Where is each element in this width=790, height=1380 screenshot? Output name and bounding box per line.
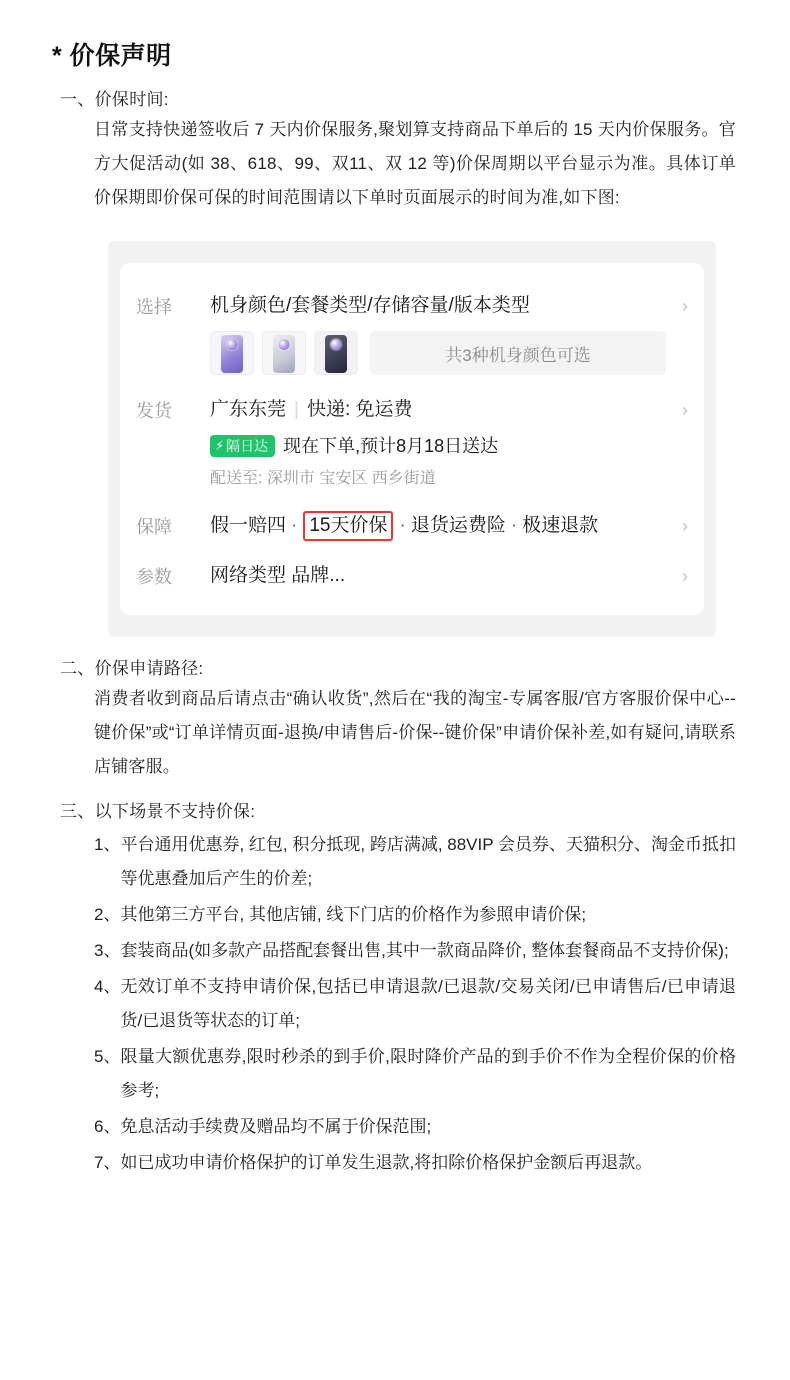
section-1-body: 日常支持快递签收后 7 天内价保服务,聚划算支持商品下单后的 15 天内价保服务。官方大促活动(如 38、618、99、双11、双 12 等)价保周期以平台显示为准。具体订单价保期即价保可保的时间范围请以下单时页面展示的时间为准,如下图: <box>94 120 736 208</box>
list-item-text: 套装商品(如多款产品搭配套餐出售,其中一款商品降价, 整体套餐商品不支持价保); <box>120 940 729 960</box>
color-swatch-white[interactable] <box>262 331 306 375</box>
next-day-delivery-badge <box>210 435 275 457</box>
select-row-value: 机身颜色/套餐类型/存储容量/版本类型 <box>210 295 530 317</box>
list-item-number: 7、 <box>94 1152 121 1172</box>
guarantee-dot: · <box>291 515 298 537</box>
shipping-origin: 广东东莞 <box>210 399 287 421</box>
section-application-path <box>38 655 752 784</box>
card-row-parameters[interactable] <box>136 551 688 601</box>
color-swatch-row <box>210 331 666 375</box>
parameters-row-content <box>210 561 666 591</box>
delivery-eta-text: 现在下单,预计8月18日送达 <box>283 436 499 457</box>
guarantee-item-fake-compensation: 假一赔四 <box>210 515 287 537</box>
guarantee-item-fast-refund: 极速退款 <box>522 515 599 537</box>
guarantee-items <box>210 511 666 541</box>
shipping-row-label: 发货 <box>136 401 172 422</box>
section-2-body: 消费者收到商品后请点击“确认收货”,然后在“我的淘宝-专属客服/官方客服价保中心--键价保”或“订单详情页面-退换/申请售后-价保--键价保”申请价保补差,如有疑问,请联系店铺客服。 <box>94 689 736 777</box>
list-item-text: 如已成功申请价格保护的订单发生退款,将扣除价格保护金额后再退款。 <box>120 1152 653 1172</box>
page-title: * 价保声明 <box>52 42 172 70</box>
section-1-heading: 一、价保时间: <box>60 90 169 109</box>
product-detail-screenshot <box>108 241 716 637</box>
list-item <box>94 828 736 896</box>
shipping-express-label: 快递: <box>306 399 351 421</box>
list-item-number: 6、 <box>94 1116 121 1136</box>
section-3-heading: 三、以下场景不支持价保: <box>60 802 256 822</box>
chevron-right-icon: › <box>682 296 688 317</box>
shipping-separator: | <box>294 399 299 421</box>
section-price-protection-period <box>38 86 752 215</box>
guarantee-row-label: 保障 <box>136 517 172 538</box>
color-swatch-purple[interactable] <box>210 331 254 375</box>
guarantee-item-price-protection-highlight: 15天价保 <box>303 511 393 541</box>
list-item <box>94 934 736 968</box>
product-detail-card <box>120 263 704 615</box>
shipping-express-value: 免运费 <box>355 399 413 421</box>
section-2-heading: 二、价保申请路径: <box>60 659 204 679</box>
shipping-row-content <box>210 395 666 491</box>
color-swatch-black[interactable] <box>314 331 358 375</box>
list-item-number: 5、 <box>94 1046 121 1066</box>
list-item <box>94 970 736 1038</box>
unsupported-scenarios-list <box>94 828 736 1180</box>
list-item <box>94 1040 736 1108</box>
guarantee-row-content <box>210 511 666 541</box>
list-item <box>94 1146 736 1180</box>
list-item-text: 限量大额优惠券,限时秒杀的到手价,限时降价产品的到手价不作为全程价保的价格参考; <box>120 1046 736 1100</box>
card-row-guarantee[interactable] <box>136 501 688 551</box>
list-item-text: 其他第三方平台, 其他店铺, 线下门店的价格作为参照申请价保; <box>120 904 587 924</box>
chevron-right-icon: › <box>682 566 688 587</box>
delivery-eta-line <box>210 433 666 459</box>
list-item <box>94 898 736 932</box>
next-day-delivery-label: 隔日达 <box>226 438 269 455</box>
list-item-number: 2、 <box>94 904 121 924</box>
list-item-number: 1、 <box>94 834 121 854</box>
parameters-row-label: 参数 <box>136 567 172 588</box>
list-item-text: 无效订单不支持申请价保,包括已申请退款/已退款/交易关闭/已申请售后/已申请退货/已退货等状态的订单; <box>120 976 736 1030</box>
list-item <box>94 1110 736 1144</box>
list-item-text: 免息活动手续费及赠品均不属于价保范围; <box>120 1116 432 1136</box>
guarantee-dot: · <box>399 515 406 537</box>
list-item-text: 平台通用优惠券, 红包, 积分抵现, 跨店满减, 88VIP 会员券、天猫积分、淘金币抵扣等优惠叠加后产生的价差; <box>120 834 736 888</box>
delivery-address[interactable]: 配送至: 深圳市 宝安区 西乡街道 <box>210 470 436 488</box>
list-item-number: 4、 <box>94 976 121 996</box>
parameters-row-value: 网络类型 品牌... <box>210 565 346 587</box>
card-row-shipping[interactable] <box>136 385 688 501</box>
color-count-pill[interactable]: 共3种机身颜色可选 <box>370 331 666 375</box>
select-row-label: 选择 <box>136 297 172 318</box>
shipping-origin-line <box>210 395 666 425</box>
guarantee-item-return-shipping-insurance: 退货运费险 <box>410 515 506 537</box>
card-row-select[interactable] <box>136 281 688 385</box>
list-item-number: 3、 <box>94 940 121 960</box>
section-unsupported-scenarios <box>38 798 752 1179</box>
select-row-content <box>210 291 666 375</box>
bolt-icon: ⚡ <box>215 438 225 454</box>
chevron-right-icon: › <box>682 516 688 537</box>
guarantee-dot: · <box>510 515 518 537</box>
chevron-right-icon: › <box>682 400 688 421</box>
